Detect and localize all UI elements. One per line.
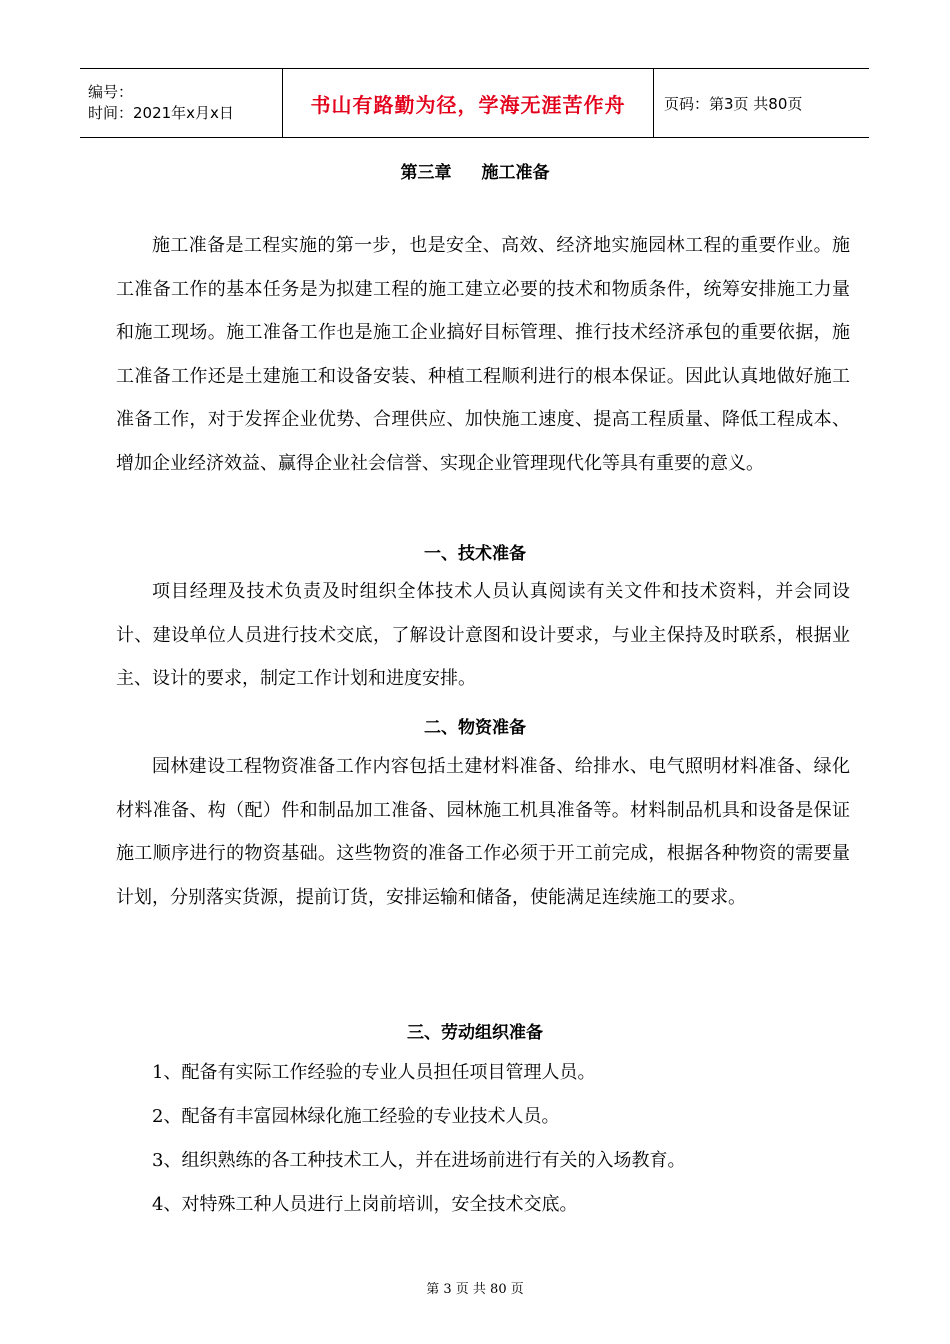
section-heading-material: 二、物资准备 xyxy=(424,718,526,738)
header-motto xyxy=(283,69,654,137)
intro-block xyxy=(116,224,850,486)
section-heading-technical: 一、技术准备 xyxy=(424,544,526,564)
page-footer: 第 3 页 共 80 页 xyxy=(426,1282,524,1297)
page-label: 页码：第3页 共80页 xyxy=(664,94,803,113)
material-block xyxy=(116,745,850,919)
labor-list xyxy=(152,1051,685,1227)
header-page xyxy=(654,69,869,137)
page-header xyxy=(80,68,869,138)
chapter-title xyxy=(0,158,950,183)
list-item: 1、配备有实际工作经验的专业人员担任项目管理人员。 xyxy=(152,1062,596,1083)
time-label: 时间：2021年x月x日 xyxy=(88,104,234,122)
chapter-number: 第三章 xyxy=(400,163,452,183)
motto-text: 书山有路勤为径，学海无涯苦作舟 xyxy=(310,92,626,117)
list-item: 3、组织熟练的各工种技术工人，并在进场前进行有关的入场教育。 xyxy=(152,1150,686,1171)
technical-block xyxy=(116,570,850,701)
chapter-name: 施工准备 xyxy=(481,163,550,183)
list-item: 4、对特殊工种人员进行上岗前培训，安全技术交底。 xyxy=(152,1194,578,1215)
intro-paragraph: 施工准备是工程实施的第一步，也是安全、高效、经济地实施园林工程的重要作业。施工准备工作的基本任务是为拟建工程的施工建立必要的技术和物质条件，统筹安排施工力量和施工现场。施工准备工作也是施工企业搞好目标管理、推行技术经济承包的重要依据，施工准备工作还是土建施工和设备安装、种植工程顺利进行的根本保证。因此认真地做好施工准备工作，对于发挥企业优势、合理供应、加快施工速度、提高工程质量、降低工程成本、增加企业经济效益、赢得企业社会信誉、实现企业管理现代化等具有重要的意义。 xyxy=(116,235,850,474)
list-item: 2、配备有丰富园林绿化施工经验的专业技术人员。 xyxy=(152,1106,560,1127)
section-heading-labor: 三、劳动组织准备 xyxy=(407,1023,543,1043)
number-label: 编号： xyxy=(88,83,134,101)
header-meta xyxy=(80,69,283,137)
material-paragraph: 园林建设工程物资准备工作内容包括土建材料准备、给排水、电气照明材料准备、绿化材料准备、构（配）件和制品加工准备、园林施工机具准备等。材料制品机具和设备是保证施工顺序进行的物资基础。这些物资的准备工作必须于开工前完成，根据各种物资的需要量计划，分别落实货源，提前订货，安排运输和储备，使能满足连续施工的要求。 xyxy=(116,756,850,908)
technical-paragraph: 项目经理及技术负责及时组织全体技术人员认真阅读有关文件和技术资料，并会同设计、建设单位人员进行技术交底，了解设计意图和设计要求，与业主保持及时联系，根据业主、设计的要求，制定工作计划和进度安排。 xyxy=(116,581,850,690)
